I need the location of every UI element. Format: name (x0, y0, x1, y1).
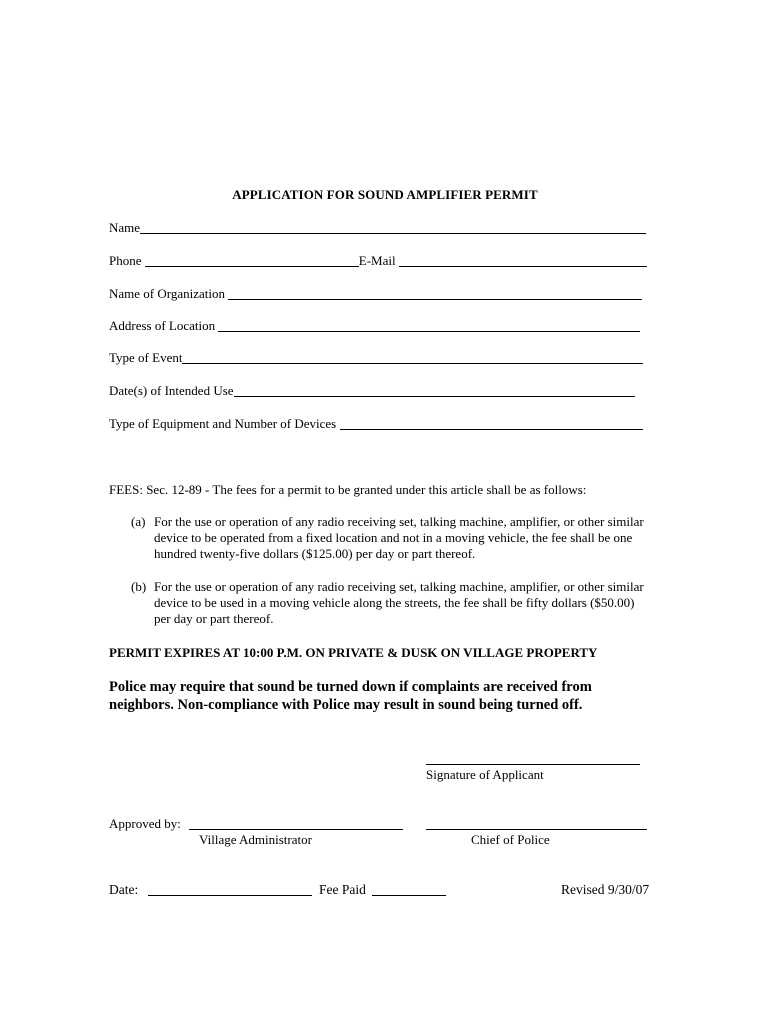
date-label: Date: (109, 882, 139, 897)
chief-of-police-label: Chief of Police (471, 832, 550, 847)
dates-field-row (109, 383, 635, 399)
fee-item-text: For the use or operation of any radio receiving set, talking machine, amplifier, or other similar device to be operated from a fixed location and not in a moving vehicle, the fee shall be one hundred twenty-five dollars ($125.00) per day or part thereof. (154, 514, 644, 561)
event-type-label: Type of Event (109, 350, 183, 365)
address-label: Address of Location (109, 318, 216, 333)
address-field-row (109, 318, 640, 334)
name-field-row (109, 220, 646, 236)
revised-date: Revised 9/30/07 (561, 882, 650, 897)
email-input-line[interactable] (399, 255, 647, 267)
police-notice: Police may require that sound be turned down if complaints are received from neighbors. Non-compliance with Police may result in sound being turned off. (109, 679, 592, 713)
equipment-input-line[interactable] (340, 418, 643, 430)
date-input-line[interactable] (148, 884, 312, 896)
address-input-line[interactable] (218, 320, 640, 332)
name-label: Name (109, 220, 141, 235)
phone-email-field-row (109, 253, 647, 269)
chief-signature-line[interactable] (426, 829, 647, 830)
organization-label: Name of Organization (109, 286, 225, 301)
organization-field-row (109, 286, 642, 302)
dates-input-line[interactable] (234, 385, 635, 397)
document-title: APPLICATION FOR SOUND AMPLIFIER PERMIT (232, 187, 538, 202)
phone-label: Phone (109, 253, 142, 268)
village-admin-label: Village Administrator (199, 832, 312, 847)
equipment-label: Type of Equipment and Number of Devices (109, 416, 337, 431)
email-label: E-Mail (358, 253, 396, 268)
phone-input-line[interactable] (145, 255, 359, 267)
fee-item-b (131, 579, 651, 629)
applicant-signature-line[interactable] (426, 764, 640, 765)
applicant-signature-label: Signature of Applicant (426, 767, 544, 782)
fee-item-marker: (b) (131, 579, 147, 594)
approved-by-label: Approved by: (109, 816, 181, 831)
fee-item-marker: (a) (131, 514, 146, 529)
equipment-field-row (109, 416, 643, 432)
village-admin-signature-line[interactable] (189, 829, 403, 830)
permit-expires-notice: PERMIT EXPIRES AT 10:00 P.M. ON PRIVATE & DUSK ON VILLAGE PROPERTY (109, 645, 598, 660)
dates-label: Date(s) of Intended Use (109, 383, 234, 398)
fee-paid-input-line[interactable] (372, 884, 446, 896)
organization-input-line[interactable] (228, 288, 642, 300)
event-type-field-row (109, 350, 643, 366)
name-input-line[interactable] (140, 222, 646, 234)
fees-intro: FEES: Sec. 12-89 - The fees for a permit to be granted under this article shall be as follows: (109, 482, 587, 497)
event-type-input-line[interactable] (182, 352, 643, 364)
fee-item-text: For the use or operation of any radio receiving set, talking machine, amplifier, or other similar device to be used in a moving vehicle along the streets, the fee shall be fifty dollars ($50.00) per day or part thereof. (154, 579, 644, 626)
fee-item-a (131, 514, 651, 564)
fee-paid-label: Fee Paid (319, 882, 366, 897)
date-field-row (109, 882, 446, 898)
